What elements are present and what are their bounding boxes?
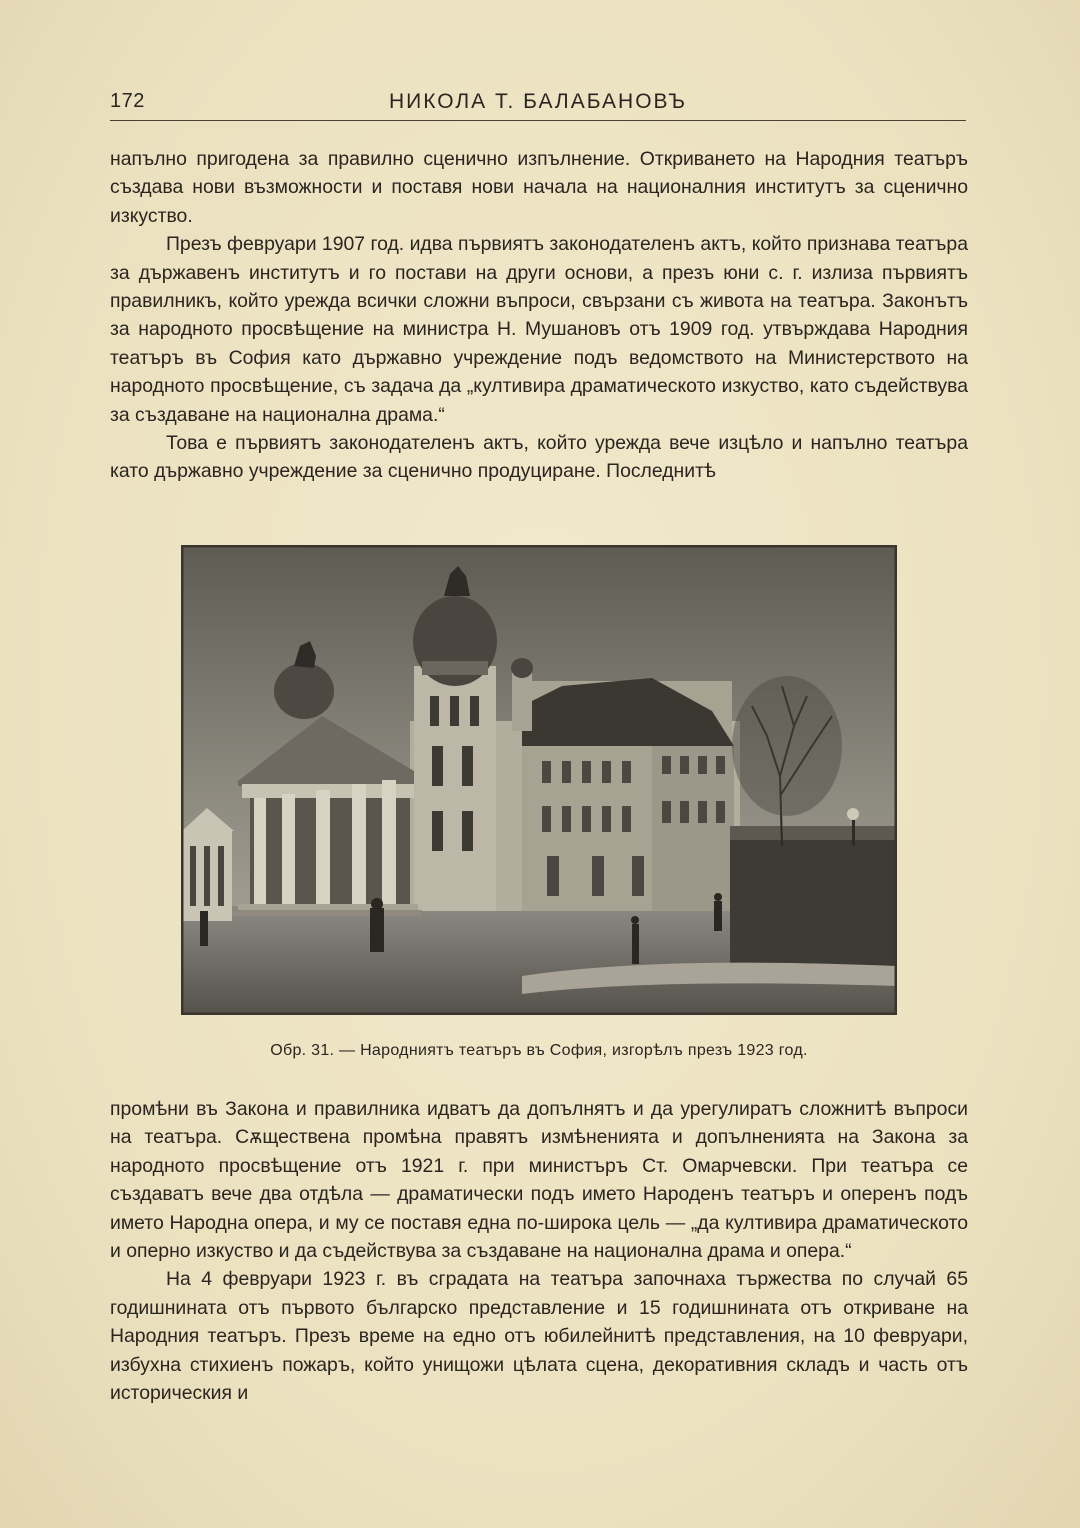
paragraph: Презъ февруари 1907 год. идва първиятъ законодателенъ актъ, който признава театъра за държавенъ институтъ и го постави на други основи, а презъ юни с. г. излиза първиятъ правилникъ, който урежда всички сложни въпроси, свързани съ живота на театъра. Законътъ за народното просвѣщение на министра Н. Мушановъ отъ 1909 год. утвърждава Народния театъръ въ София като държавно учреждение подъ ведомството на Министерството на народното просвѣщение, съ задача да „култивира драматическото изкуство, като съдействува за създаване на национална драма.“ [110, 233, 968, 426]
paragraph: промѣни въ Закона и правилника идватъ да допълнятъ и да урегулиратъ сложнитѣ въпроси на театъра. Сѫществена промѣна правятъ измѣненията и допълненията на Закона за народното просвѣщение отъ 1921 г. при министъръ Ст. Омарчевски. При театъра се създаватъ вече два отдѣла — драматически подъ името Народенъ театъръ и оперенъ подъ името Народна опера, и му се поставя една по-широка цель — „да култивира драматическото и оперно изкуство и да съдействува за създаване на национална драма и опера.“ [110, 1098, 968, 1263]
paragraph: На 4 февруари 1923 г. въ сградата на театъра започнаха тържества по случай 65 годишнината отъ първото българско представление и 15 годишнината отъ откриване на Народния театъръ. Презъ време на едно отъ юбилейнитѣ представления, на 10 февруари, избухна стихиенъ пожаръ, който унищожи цѣлата сцена, декоративния складъ и часть отъ историческия и [110, 1268, 968, 1405]
page-header [110, 88, 966, 121]
body-text-top [110, 145, 968, 486]
figure-caption: Обр. 31. — Народниятъ театъръ въ София, изгорѣлъ презъ 1923 год. [270, 1042, 808, 1059]
theatre-photograph [182, 546, 896, 1014]
page-number: 172 [110, 90, 145, 112]
running-head: НИКОЛА Т. БАЛАБАНОВЪ [389, 90, 687, 113]
paragraph: Това е първиятъ законодателенъ актъ, който урежда вече изцѣло и напълно театъра като държавно учреждение за сценично продуциране. Последнитѣ [110, 432, 968, 483]
paragraph: напълно пригодена за правилно сценично изпълнение. Откриването на Народния театъръ създава нови възможности и поставя нови начала на националния институтъ за сценично изкуство. [110, 148, 968, 227]
body-text-bottom [110, 1095, 968, 1407]
